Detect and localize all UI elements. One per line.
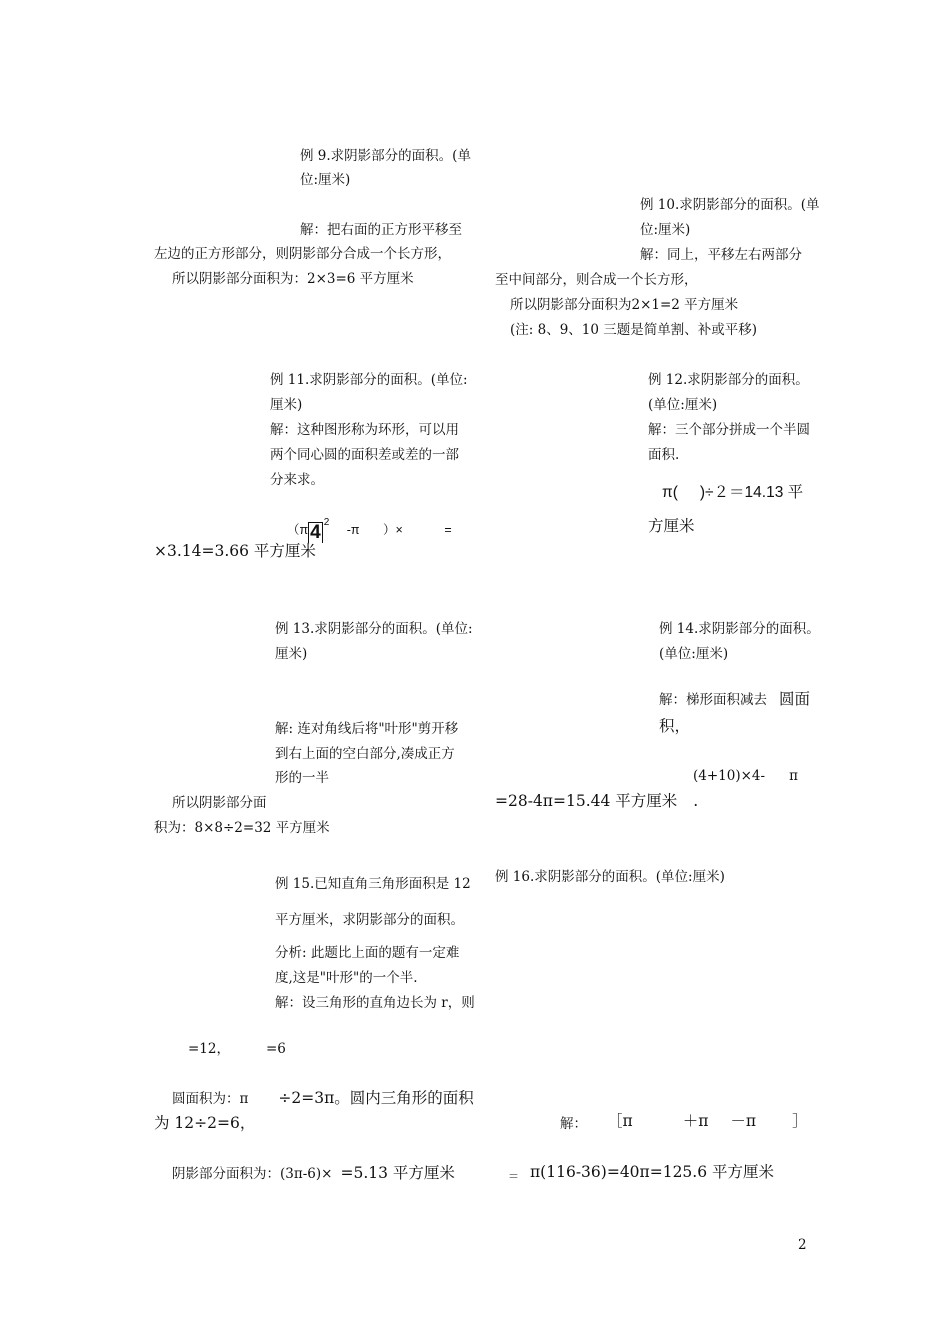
ex13-title-line2: 厘米) — [275, 646, 308, 662]
ex11-formula-close: ）× — [383, 523, 403, 537]
ex13-solution-line2: 到右上面的空白部分,凑成正方 — [275, 746, 455, 762]
ex10-solution-line2: 至中间部分，则合成一个长方形， — [495, 272, 698, 288]
ex11-formula-open: （π — [287, 523, 309, 537]
page-number: 2 — [798, 1237, 807, 1253]
ex9-solution-line1: 解：把右面的正方形平移至 — [300, 222, 462, 238]
ex15-shaded-area-b: =5.13 平方厘米 — [340, 1164, 455, 1182]
ex12-title-line2: (单位:厘米) — [648, 397, 718, 413]
ex12-formula-pi: π( — [662, 484, 678, 501]
ex9-solution-line3: 所以阴影部分面积为：2×3=6 平方厘米 — [172, 271, 414, 287]
ex14-title-line2: (单位:厘米) — [659, 646, 729, 662]
ex13-result-line1: 所以阴影部分面 — [172, 795, 267, 811]
ex16-bracket-minus: －π — [730, 1112, 757, 1130]
ex14-result-text: =28-4π=15.44 平方厘米 — [495, 792, 678, 810]
ex16-title: 例 16.求阴影部分的面积。(单位:厘米) — [495, 869, 725, 885]
ex14-result — [495, 792, 698, 810]
ex11-formula — [287, 514, 452, 543]
ex14-formula-pi: π — [789, 768, 798, 784]
ex14-title-line1: 例 14.求阴影部分的面积。 — [659, 621, 820, 637]
ex15-analysis-line1: 分析: 此题比上面的题有一定难 — [275, 945, 460, 961]
ex11-result: ×3.14=3.66 平方厘米 — [154, 542, 316, 560]
ex14-result-dot: . — [693, 792, 699, 810]
ex9-title-line2: 位:厘米) — [300, 172, 351, 188]
ex15-circle-area-b: ÷2=3π。圆内三角形的面积 — [278, 1089, 474, 1107]
ex14-solution-line2: 积， — [659, 717, 691, 735]
ex15-equation-a: =12， — [188, 1041, 230, 1057]
ex11-solution-line3: 分来求。 — [270, 472, 324, 488]
ex12-formula — [662, 484, 803, 502]
ex12-solution-line2: 面积. — [648, 447, 680, 463]
ex11-formula-sup: 2 — [323, 517, 330, 528]
ex15-equation-b: =6 — [266, 1041, 286, 1057]
ex11-formula-box: 4 — [310, 522, 321, 543]
ex15-title-line2: 平方厘米，求阴影部分的面积。 — [275, 912, 464, 928]
ex16-bracket-close: ］ — [792, 1112, 808, 1130]
ex10-solution-line1: 解：同上，平移左右两部分 — [640, 247, 802, 263]
ex12-formula-rest: )÷２＝14.13 平 — [699, 484, 804, 501]
ex11-title-line1: 例 11.求阴影部分的面积。(单位: — [270, 372, 468, 388]
ex10-title-line1: 例 10.求阴影部分的面积。(单 — [640, 197, 820, 213]
ex14-formula — [693, 767, 798, 785]
ex15-analysis-line2: 度,这是"叶形"的一个半. — [275, 970, 418, 986]
ex9-title-line1: 例 9.求阴影部分的面积。(单 — [300, 148, 471, 164]
ex9-solution-line2: 左边的正方形部分，则阴影部分合成一个长方形， — [154, 246, 451, 262]
ex13-result-line2: 积为：8×8÷2=32 平方厘米 — [154, 820, 330, 836]
ex10-note: (注: 8、9、10 三题是简单割、补或平移) — [510, 322, 758, 338]
ex13-solution-line3: 形的一半 — [275, 770, 329, 786]
ex10-title-line2: 位:厘米) — [640, 222, 691, 238]
ex16-bracket-open: ［π — [607, 1112, 633, 1130]
ex14-solution-text: 解：梯形面积减去 — [659, 692, 767, 708]
ex12-title-line1: 例 12.求阴影部分的面积。 — [648, 372, 809, 388]
ex11-formula-minus: -π — [346, 523, 360, 537]
ex15-solution-line1: 解：设三角形的直角边长为 r，则 — [275, 995, 475, 1011]
ex14-solution-circle: 圆面 — [779, 690, 811, 708]
ex14-solution-line1 — [659, 690, 810, 709]
ex11-solution-line2: 两个同心圆的面积差或差的一部 — [270, 447, 459, 463]
ex11-solution-line1: 解：这种图形称为环形，可以用 — [270, 422, 459, 438]
ex16-result: π(116-36)=40π=125.6 平方厘米 — [530, 1163, 775, 1181]
ex15-circle-area — [172, 1089, 474, 1108]
ex15-shaded-area — [172, 1164, 455, 1183]
ex15-circle-area-a: 圆面积为：π — [172, 1091, 249, 1107]
ex16-solution-label: 解： — [560, 1116, 587, 1132]
ex15-triangle-area: 为 12÷2=6， — [154, 1114, 256, 1132]
ex13-title-line1: 例 13.求阴影部分的面积。(单位: — [275, 621, 473, 637]
ex11-title-line2: 厘米) — [270, 397, 303, 413]
ex15-title-line1: 例 15.已知直角三角形面积是 12 — [275, 876, 471, 892]
ex13-solution-line1: 解: 连对角线后将"叶形"剪开移 — [275, 721, 459, 737]
ex15-equation — [188, 1040, 286, 1058]
ex10-solution-line3: 所以阴影部分面积为2×1=2 平方厘米 — [510, 297, 739, 313]
ex14-formula-expr: (4+10)×4- — [693, 768, 766, 784]
ex16-bracket-plus: ＋π — [682, 1112, 709, 1130]
ex16-bracket-expression — [607, 1112, 808, 1130]
ex11-formula-equals: = — [444, 523, 452, 537]
ex12-result: 方厘米 — [648, 517, 695, 535]
ex12-solution-line1: 解：三个部分拼成一个半圆 — [648, 422, 810, 438]
ex16-equals-sign: ＝ — [508, 1170, 519, 1183]
ex15-shaded-area-a: 阴影部分面积为：(3π-6)× — [172, 1166, 333, 1182]
